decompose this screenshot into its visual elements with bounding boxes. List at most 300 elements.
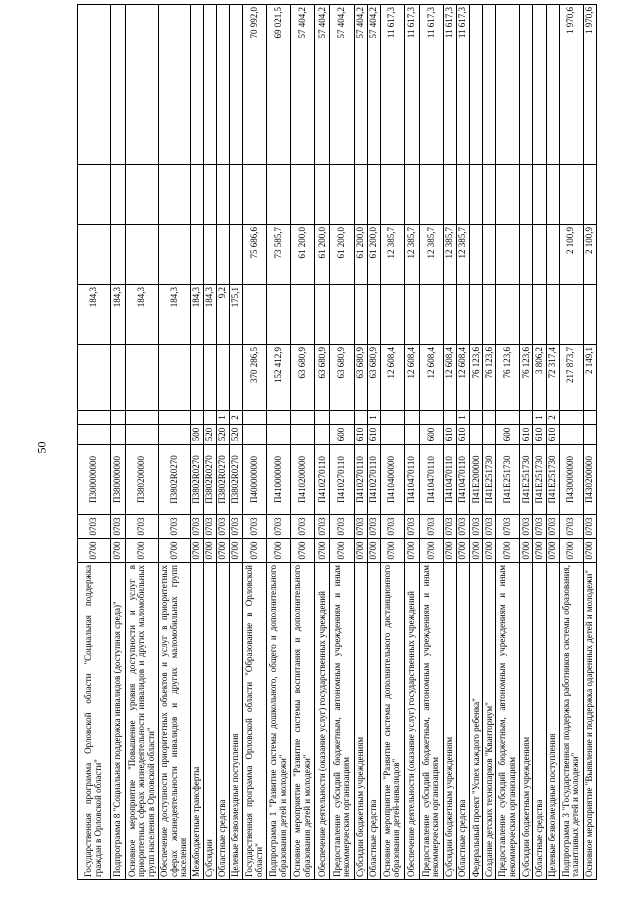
amount-cell-1 (158, 345, 190, 411)
amount-cell-1: 76 123,6 (483, 345, 496, 411)
ved-code-cell: 0700 (203, 539, 216, 563)
row-name-cell: Обеспечение деятельности (оказание услуг) государственных учреждений (315, 563, 330, 880)
amount-cell-5: 57 404,2 (330, 5, 354, 165)
target-article-cell: П410270110 (315, 445, 330, 515)
amount-cell-1: 12 608,4 (380, 345, 404, 411)
expense-type-cell: 520 (230, 425, 243, 445)
amount-cell-2 (267, 285, 291, 345)
source-code-cell (520, 411, 533, 425)
amount-cell-2 (291, 285, 315, 345)
target-article-cell: П410000000 (267, 445, 291, 515)
amount-cell-5: 1 970,6 (559, 5, 583, 165)
amount-cell-3 (158, 225, 190, 285)
ved-code-cell: 0700 (158, 539, 190, 563)
expense-type-cell: 610 (533, 425, 546, 445)
expense-type-cell (267, 425, 291, 445)
amount-cell-3: 12 385,7 (457, 225, 470, 285)
source-code-cell (404, 411, 419, 425)
expense-type-cell (483, 425, 496, 445)
amount-cell-2: 184,3 (110, 285, 125, 345)
amount-cell-3 (470, 225, 483, 285)
amount-cell-5 (230, 5, 243, 165)
amount-cell-4 (330, 165, 354, 225)
amount-cell-4 (367, 165, 380, 225)
source-code-cell: 1 (533, 411, 546, 425)
amount-cell-2 (483, 285, 496, 345)
ved-code-cell: 0700 (470, 539, 483, 563)
amount-cell-3 (110, 225, 125, 285)
amount-cell-3: 12 385,7 (419, 225, 443, 285)
amount-cell-1: 12 608,4 (404, 345, 419, 411)
target-article-cell: П380000000 (110, 445, 125, 515)
amount-cell-2 (444, 285, 457, 345)
ved-code-cell: 0700 (444, 539, 457, 563)
ved-code-cell: 0700 (354, 539, 367, 563)
amount-cell-5 (158, 5, 190, 165)
row-name-cell: Подпрограмма 1 "Развитие системы дошкольного, общего и дополнительного образования детей и молодежи" (267, 563, 291, 880)
amount-cell-1: 63 680,9 (291, 345, 315, 411)
ved-code-cell: 0700 (291, 539, 315, 563)
source-code-cell (126, 411, 159, 425)
amount-cell-1: 12 608,4 (457, 345, 470, 411)
amount-cell-1 (216, 345, 229, 411)
amount-cell-5: 57 404,2 (367, 5, 380, 165)
table-row (267, 5, 291, 880)
amount-cell-3 (533, 225, 546, 285)
amount-cell-5: 11 617,3 (444, 5, 457, 165)
amount-cell-4 (546, 165, 559, 225)
amount-cell-4 (380, 165, 404, 225)
row-name-cell: Целевые безвозмездные поступления (546, 563, 559, 880)
expense-type-cell (315, 425, 330, 445)
target-article-cell: П3802R0270 (216, 445, 229, 515)
expense-type-cell: 600 (496, 425, 520, 445)
page-number: 50 (34, 441, 49, 454)
amount-cell-5: 11 617,3 (419, 5, 443, 165)
target-article-cell: П410200000 (291, 445, 315, 515)
table-row (546, 5, 559, 880)
amount-cell-2 (419, 285, 443, 345)
row-name-cell: Основное мероприятие "Развитие системы воспитания и дополнительного образования детей и молодежи" (291, 563, 315, 880)
expense-type-cell: 610 (546, 425, 559, 445)
ved-code-cell: 0700 (243, 539, 267, 563)
budget-table (77, 4, 597, 880)
amount-cell-4 (243, 165, 267, 225)
row-name-cell: Предоставление субсидий бюджетным, автономным учреждениям и иным некоммерческим организациям (419, 563, 443, 880)
section-code-cell: 0703 (315, 515, 330, 539)
table-row (158, 5, 190, 880)
expense-type-cell (380, 425, 404, 445)
row-name-cell: Предоставление субсидий бюджетным, автономным учреждениям и иным некоммерческим организациям (330, 563, 354, 880)
amount-cell-2: 184,3 (158, 285, 190, 345)
target-article-cell: П3802R0270 (203, 445, 216, 515)
amount-cell-5 (216, 5, 229, 165)
section-code-cell: 0703 (470, 515, 483, 539)
target-article-cell: П41Е251730 (483, 445, 496, 515)
amount-cell-1: 152 412,9 (267, 345, 291, 411)
amount-cell-5: 57 404,2 (315, 5, 330, 165)
row-name-cell: Областные средства (367, 563, 380, 880)
amount-cell-3 (78, 225, 111, 285)
ved-code-cell: 0700 (190, 539, 203, 563)
amount-cell-3 (190, 225, 203, 285)
ved-code-cell: 0700 (419, 539, 443, 563)
source-code-cell (470, 411, 483, 425)
target-article-cell: П410470110 (444, 445, 457, 515)
amount-cell-4 (267, 165, 291, 225)
row-name-cell: Предоставление субсидий бюджетным, автономным учреждениям и иным некоммерческим организациям (496, 563, 520, 880)
amount-cell-1: 76 123,6 (496, 345, 520, 411)
section-code-cell: 0703 (126, 515, 159, 539)
amount-cell-5: 11 617,3 (380, 5, 404, 165)
row-name-cell: Обеспечение доступности приоритетных объектов и услуг в приоритетных сферах жизнедеятельности инвалидов и других маломобильных групп населения (158, 563, 190, 880)
amount-cell-2 (470, 285, 483, 345)
amount-cell-3: 12 385,7 (404, 225, 419, 285)
table-body (78, 5, 597, 880)
source-code-cell (110, 411, 125, 425)
amount-cell-3 (483, 225, 496, 285)
amount-cell-5: 11 617,3 (404, 5, 419, 165)
amount-cell-2: 184,3 (203, 285, 216, 345)
table-row (367, 5, 380, 880)
amount-cell-2 (243, 285, 267, 345)
amount-cell-4 (583, 165, 596, 225)
source-code-cell (419, 411, 443, 425)
amount-cell-1: 63 680,9 (354, 345, 367, 411)
ved-code-cell: 0700 (520, 539, 533, 563)
table-row (533, 5, 546, 880)
expense-type-cell: 520 (216, 425, 229, 445)
expense-type-cell: 610 (457, 425, 470, 445)
row-name-cell: Федеральный проект "Успех каждого ребенка" (470, 563, 483, 880)
source-code-cell: 1 (216, 411, 229, 425)
section-code-cell: 0703 (110, 515, 125, 539)
table-row (315, 5, 330, 880)
row-name-cell: Субсидии бюджетным учреждениям (354, 563, 367, 880)
section-code-cell: 0703 (533, 515, 546, 539)
target-article-cell: П380200000 (126, 445, 159, 515)
section-code-cell: 0703 (380, 515, 404, 539)
target-article-cell: П41Е200000 (470, 445, 483, 515)
row-name-cell: Основное мероприятие "Выявление и поддержка одаренных детей и молодежи" (583, 563, 596, 880)
amount-cell-3 (230, 225, 243, 285)
ved-code-cell: 0700 (367, 539, 380, 563)
section-code-cell: 0703 (78, 515, 111, 539)
amount-cell-3: 2 100,9 (559, 225, 583, 285)
amount-cell-1 (190, 345, 203, 411)
ved-code-cell: 0700 (267, 539, 291, 563)
table-row (470, 5, 483, 880)
section-code-cell: 0703 (496, 515, 520, 539)
amount-cell-2 (367, 285, 380, 345)
expense-type-cell (110, 425, 125, 445)
table-row (496, 5, 520, 880)
section-code-cell: 0703 (243, 515, 267, 539)
table-row (457, 5, 470, 880)
ved-code-cell: 0700 (78, 539, 111, 563)
source-code-cell (354, 411, 367, 425)
section-code-cell: 0703 (291, 515, 315, 539)
table-row (203, 5, 216, 880)
row-name-cell: Подпрограмма 3 "Государственная поддержка работников системы образования, талантливых детей и молодежи" (559, 563, 583, 880)
section-code-cell: 0703 (483, 515, 496, 539)
section-code-cell: 0703 (158, 515, 190, 539)
amount-cell-3: 61 200,0 (367, 225, 380, 285)
amount-cell-2 (520, 285, 533, 345)
amount-cell-1: 63 680,9 (315, 345, 330, 411)
section-code-cell: 0703 (203, 515, 216, 539)
ved-code-cell: 0700 (330, 539, 354, 563)
expense-type-cell: 600 (330, 425, 354, 445)
amount-cell-1: 12 608,4 (444, 345, 457, 411)
table-row (110, 5, 125, 880)
amount-cell-1 (203, 345, 216, 411)
amount-cell-5: 69 021,5 (267, 5, 291, 165)
amount-cell-4 (533, 165, 546, 225)
expense-type-cell (78, 425, 111, 445)
ved-code-cell: 0700 (216, 539, 229, 563)
amount-cell-1: 217 873,7 (559, 345, 583, 411)
source-code-cell (158, 411, 190, 425)
amount-cell-4 (404, 165, 419, 225)
amount-cell-3: 73 585,7 (267, 225, 291, 285)
source-code-cell: 1 (457, 411, 470, 425)
table-row (559, 5, 583, 880)
amount-cell-1: 76 123,6 (470, 345, 483, 411)
table-row (404, 5, 419, 880)
amount-cell-2 (546, 285, 559, 345)
row-name-cell: Субсидии бюджетным учреждениям (520, 563, 533, 880)
section-code-cell: 0703 (330, 515, 354, 539)
target-article-cell: П410270110 (330, 445, 354, 515)
amount-cell-3 (203, 225, 216, 285)
expense-type-cell (470, 425, 483, 445)
amount-cell-4 (559, 165, 583, 225)
amount-cell-4 (457, 165, 470, 225)
row-name-cell: Государственная программа Орловской области "Образование в Орловской области" (243, 563, 267, 880)
amount-cell-4 (78, 165, 111, 225)
amount-cell-1: 2 149,1 (583, 345, 596, 411)
target-article-cell: П430200000 (583, 445, 596, 515)
amount-cell-5 (126, 5, 159, 165)
target-article-cell: П41Е251730 (533, 445, 546, 515)
section-code-cell: 0703 (190, 515, 203, 539)
expense-type-cell: 500 (190, 425, 203, 445)
amount-cell-5 (483, 5, 496, 165)
amount-cell-5: 70 992,0 (243, 5, 267, 165)
ved-code-cell: 0700 (533, 539, 546, 563)
amount-cell-2 (404, 285, 419, 345)
amount-cell-1: 63 680,9 (367, 345, 380, 411)
amount-cell-1: 63 680,9 (330, 345, 354, 411)
row-name-cell: Областные средства (533, 563, 546, 880)
table-row (380, 5, 404, 880)
amount-cell-3: 12 385,7 (380, 225, 404, 285)
amount-cell-1: 72 317,4 (546, 345, 559, 411)
target-article-cell: П410470110 (457, 445, 470, 515)
expense-type-cell: 610 (367, 425, 380, 445)
source-code-cell (78, 411, 111, 425)
amount-cell-5: 1 970,6 (583, 5, 596, 165)
ved-code-cell: 0700 (230, 539, 243, 563)
row-name-cell: Обеспечение деятельности (оказание услуг) государственных учреждений (404, 563, 419, 880)
section-code-cell: 0703 (367, 515, 380, 539)
source-code-cell (496, 411, 520, 425)
amount-cell-5: 11 617,3 (457, 5, 470, 165)
table-row (190, 5, 203, 880)
source-code-cell (583, 411, 596, 425)
amount-cell-2 (457, 285, 470, 345)
amount-cell-3: 61 200,0 (315, 225, 330, 285)
amount-cell-2 (380, 285, 404, 345)
source-code-cell: 2 (546, 411, 559, 425)
amount-cell-2 (354, 285, 367, 345)
amount-cell-5 (496, 5, 520, 165)
source-code-cell (559, 411, 583, 425)
source-code-cell (330, 411, 354, 425)
expense-type-cell (291, 425, 315, 445)
amount-cell-5 (470, 5, 483, 165)
target-article-cell: П300000000 (78, 445, 111, 515)
target-article-cell: П41Е251730 (496, 445, 520, 515)
table-row (583, 5, 596, 880)
source-code-cell (203, 411, 216, 425)
row-name-cell: Основное мероприятие "Повышение уровня доступности и услуг в приоритетных сферах жизнедеятельности инвалидов и других маломобильных групп населения в Орловской области" (126, 563, 159, 880)
amount-cell-3: 61 200,0 (291, 225, 315, 285)
section-code-cell: 0703 (404, 515, 419, 539)
amount-cell-5: 57 404,2 (291, 5, 315, 165)
ved-code-cell: 0700 (583, 539, 596, 563)
amount-cell-2 (330, 285, 354, 345)
table-row (126, 5, 159, 880)
amount-cell-1 (230, 345, 243, 411)
amount-cell-2: 184,3 (78, 285, 111, 345)
row-name-cell: Основное мероприятие "Развитие системы дополнительного дистанционного образования детей-инвалидов" (380, 563, 404, 880)
amount-cell-2: 9,2 (216, 285, 229, 345)
amount-cell-5 (520, 5, 533, 165)
source-code-cell (380, 411, 404, 425)
table-row (291, 5, 315, 880)
section-code-cell: 0703 (267, 515, 291, 539)
section-code-cell: 0703 (457, 515, 470, 539)
amount-cell-4 (126, 165, 159, 225)
ved-code-cell: 0700 (110, 539, 125, 563)
row-name-cell: Областные средства (216, 563, 229, 880)
ved-code-cell: 0700 (457, 539, 470, 563)
expense-type-cell: 610 (444, 425, 457, 445)
target-article-cell: П410470110 (419, 445, 443, 515)
table-row (444, 5, 457, 880)
row-name-cell: Субсидии (203, 563, 216, 880)
ved-code-cell: 0700 (315, 539, 330, 563)
amount-cell-4 (470, 165, 483, 225)
table-row (520, 5, 533, 880)
section-code-cell: 0703 (559, 515, 583, 539)
amount-cell-1: 370 286,5 (243, 345, 267, 411)
target-article-cell: П3802R0270 (230, 445, 243, 515)
amount-cell-2 (559, 285, 583, 345)
amount-cell-4 (203, 165, 216, 225)
amount-cell-4 (291, 165, 315, 225)
section-code-cell: 0703 (546, 515, 559, 539)
amount-cell-5 (78, 5, 111, 165)
target-article-cell: П410270110 (354, 445, 367, 515)
source-code-cell: 1 (367, 411, 380, 425)
amount-cell-4 (158, 165, 190, 225)
source-code-cell (444, 411, 457, 425)
amount-cell-2 (583, 285, 596, 345)
table-row (483, 5, 496, 880)
amount-cell-3 (546, 225, 559, 285)
amount-cell-1 (78, 345, 111, 411)
table-row (354, 5, 367, 880)
amount-cell-5 (203, 5, 216, 165)
target-article-cell: П41Е251730 (520, 445, 533, 515)
ved-code-cell: 0700 (404, 539, 419, 563)
source-code-cell: 2 (230, 411, 243, 425)
target-article-cell: П410270110 (367, 445, 380, 515)
source-code-cell (315, 411, 330, 425)
amount-cell-3: 61 200,0 (354, 225, 367, 285)
amount-cell-2 (315, 285, 330, 345)
expense-type-cell: 610 (520, 425, 533, 445)
row-name-cell: Субсидии бюджетным учреждениям (444, 563, 457, 880)
amount-cell-3: 12 385,7 (444, 225, 457, 285)
amount-cell-3: 61 200,0 (330, 225, 354, 285)
amount-cell-4 (483, 165, 496, 225)
amount-cell-4 (216, 165, 229, 225)
amount-cell-2 (533, 285, 546, 345)
ved-code-cell: 0700 (496, 539, 520, 563)
section-code-cell: 0703 (230, 515, 243, 539)
source-code-cell (243, 411, 267, 425)
expense-type-cell (158, 425, 190, 445)
row-name-cell: Подпрограмма 8 "Социальная поддержка инвалидов (доступная среда)" (110, 563, 125, 880)
amount-cell-5 (190, 5, 203, 165)
amount-cell-1: 3 806,2 (533, 345, 546, 411)
row-name-cell: Государственная программа Орловской области "Социальная поддержка граждан в Орловской области" (78, 563, 111, 880)
source-code-cell (267, 411, 291, 425)
amount-cell-4 (496, 165, 520, 225)
amount-cell-5: 57 404,2 (354, 5, 367, 165)
expense-type-cell (243, 425, 267, 445)
amount-cell-4 (230, 165, 243, 225)
expense-type-cell (404, 425, 419, 445)
table-row (330, 5, 354, 880)
amount-cell-3: 75 686,6 (243, 225, 267, 285)
expense-type-cell (583, 425, 596, 445)
amount-cell-1: 76 123,6 (520, 345, 533, 411)
amount-cell-4 (419, 165, 443, 225)
amount-cell-4 (190, 165, 203, 225)
amount-cell-5 (533, 5, 546, 165)
amount-cell-2: 184,3 (126, 285, 159, 345)
amount-cell-3 (520, 225, 533, 285)
source-code-cell (190, 411, 203, 425)
row-name-cell: Целевые безвозмездные поступления (230, 563, 243, 880)
ved-code-cell: 0700 (546, 539, 559, 563)
amount-cell-3: 2 100,9 (583, 225, 596, 285)
target-article-cell: П3802R0270 (158, 445, 190, 515)
table-row (230, 5, 243, 880)
target-article-cell: П400000000 (243, 445, 267, 515)
amount-cell-2 (496, 285, 520, 345)
amount-cell-4 (110, 165, 125, 225)
ved-code-cell: 0700 (380, 539, 404, 563)
amount-cell-2: 175,1 (230, 285, 243, 345)
section-code-cell: 0703 (216, 515, 229, 539)
target-article-cell: П410400000 (380, 445, 404, 515)
